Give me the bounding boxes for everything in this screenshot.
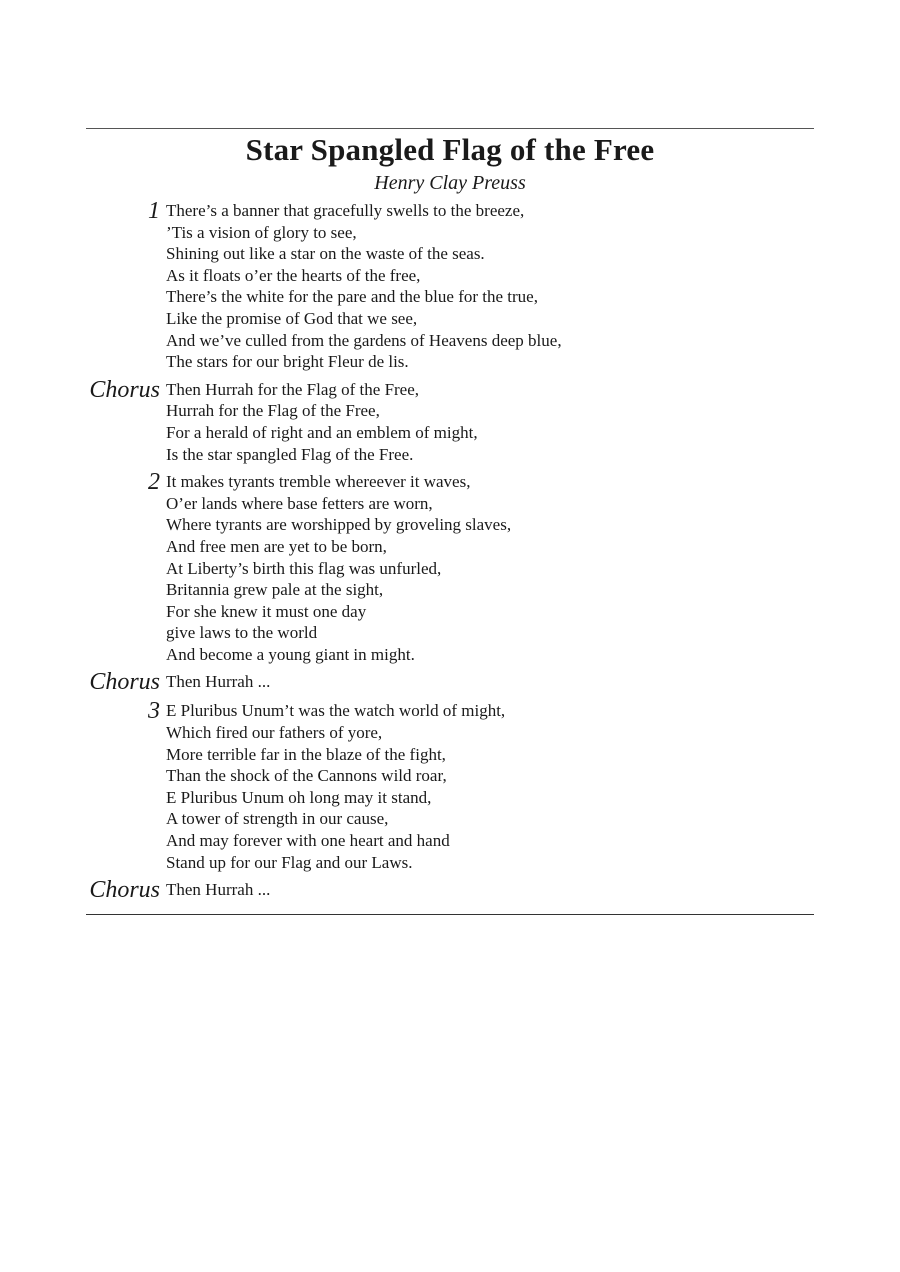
top-rule [86, 128, 814, 129]
stanza-list [86, 200, 814, 902]
lyric-line: And become a young giant in might. [166, 644, 415, 664]
lyric-line: Than the shock of the Cannons wild roar, [166, 766, 447, 786]
chorus-3 [86, 879, 814, 902]
lyric-line: Then Hurrah ... [166, 672, 271, 692]
lyric-line: E Pluribus Unum’t was the watch world of might, [166, 701, 506, 721]
stanza-2 [86, 471, 814, 665]
lyric-line: At Liberty’s birth this flag was unfurled, [166, 558, 442, 578]
stanza-label: 3 [148, 698, 160, 725]
lyric-line: For she knew it must one day [166, 601, 367, 621]
lyric-line: And we’ve culled from the gardens of Heavens deep blue, [166, 330, 562, 350]
lyric-line: O’er lands where base fetters are worn, [166, 493, 433, 513]
lyric-line: The stars for our bright Fleur de lis. [166, 352, 409, 372]
stanza-3 [86, 700, 814, 873]
stanza-lines [166, 671, 814, 694]
stanza-lines [166, 879, 814, 902]
lyric-line: There’s a banner that gracefully swells to the breeze, [166, 201, 525, 220]
chorus-2 [86, 671, 814, 694]
stanza-lines [166, 471, 814, 665]
lyric-line: A tower of strength in our cause, [166, 809, 389, 829]
lyric-line: Is the star spangled Flag of the Free. [166, 444, 414, 464]
lyric-line: Which fired our fathers of yore, [166, 723, 383, 743]
song-author: Henry Clay Preuss [374, 172, 526, 194]
stanza-1 [86, 200, 814, 373]
lyric-line: Shining out like a star on the waste of the seas. [166, 244, 485, 264]
lyric-line: E Pluribus Unum oh long may it stand, [166, 787, 432, 807]
bottom-rule [86, 914, 814, 915]
lyric-line: Then Hurrah for the Flag of the Free, [166, 379, 420, 399]
lyric-line: give laws to the world [166, 623, 318, 643]
song-page [86, 128, 814, 915]
lyric-line: And free men are yet to be born, [166, 536, 387, 556]
chorus-label: Chorus [89, 877, 160, 904]
lyric-line: More terrible far in the blaze of the fight, [166, 744, 446, 764]
chorus-1 [86, 376, 814, 465]
chorus-label: Chorus [89, 376, 160, 403]
lyric-line: Hurrah for the Flag of the Free, [166, 401, 380, 421]
stanza-label: 1 [148, 198, 160, 224]
lyric-line: Like the promise of God that we see, [166, 308, 418, 328]
stanza-lines [166, 379, 814, 465]
lyric-line: Britannia grew pale at the sight, [166, 580, 384, 600]
lyric-line: It makes tyrants tremble whereever it waves, [166, 472, 471, 492]
chorus-label: Chorus [89, 669, 160, 696]
lyric-line: As it floats o’er the hearts of the free, [166, 265, 421, 285]
song-title: Star Spangled Flag of the Free [245, 132, 655, 167]
lyric-line: Then Hurrah ... [166, 880, 271, 900]
lyric-line: There’s the white for the pare and the blue for the true, [166, 287, 538, 307]
stanza-label: 2 [148, 469, 160, 496]
lyric-line: And may forever with one heart and hand [166, 831, 450, 851]
lyric-line: Where tyrants are worshipped by groveling slaves, [166, 515, 512, 535]
lyric-line: Stand up for our Flag and our Laws. [166, 852, 413, 872]
stanza-lines [166, 200, 814, 373]
lyric-line: For a herald of right and an emblem of might, [166, 422, 478, 442]
stanza-lines [166, 700, 814, 873]
lyric-line: ’Tis a vision of glory to see, [166, 222, 357, 242]
